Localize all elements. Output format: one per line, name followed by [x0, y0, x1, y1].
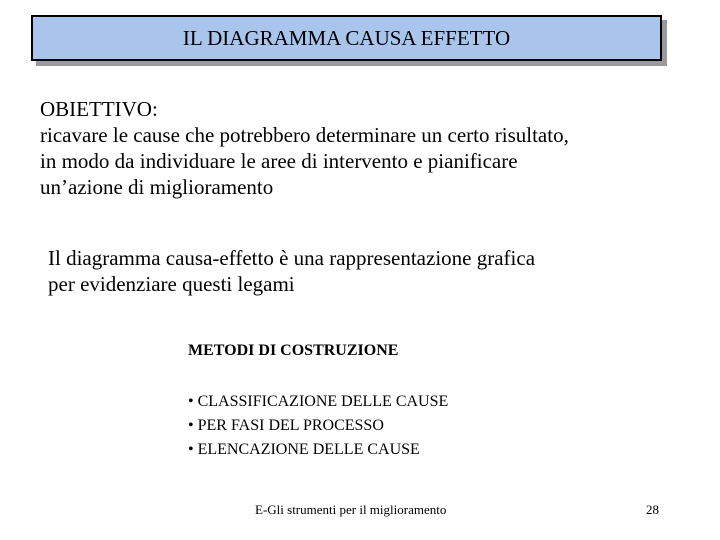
definition-line: per evidenziare questi legami — [48, 272, 295, 296]
methods-heading: METODI DI COSTRUZIONE — [188, 342, 399, 359]
definition-block — [48, 245, 688, 297]
methods-list-item: • ELENCAZIONE DELLE CAUSE — [188, 441, 420, 458]
methods-list-item: • CLASSIFICAZIONE DELLE CAUSE — [188, 393, 449, 410]
objective-line: in modo da individuare le aree di intervento e pianificare — [40, 149, 518, 173]
objective-line: ricavare le cause che potrebbero determinare un certo risultato, — [40, 123, 569, 147]
objective-line: un’azione di miglioramento — [40, 175, 274, 199]
slide-title: IL DIAGRAMMA CAUSA EFFETTO — [31, 15, 662, 61]
methods-list — [188, 390, 448, 462]
objective-block — [40, 96, 700, 200]
definition-line: Il diagramma causa-effetto è una rappresentazione grafica — [48, 246, 536, 270]
page-number: 28 — [646, 502, 659, 517]
objective-label: OBIETTIVO: — [40, 97, 158, 121]
footer-text: E-Gli strumenti per il miglioramento — [255, 502, 447, 517]
methods-list-item: • PER FASI DEL PROCESSO — [188, 417, 384, 434]
